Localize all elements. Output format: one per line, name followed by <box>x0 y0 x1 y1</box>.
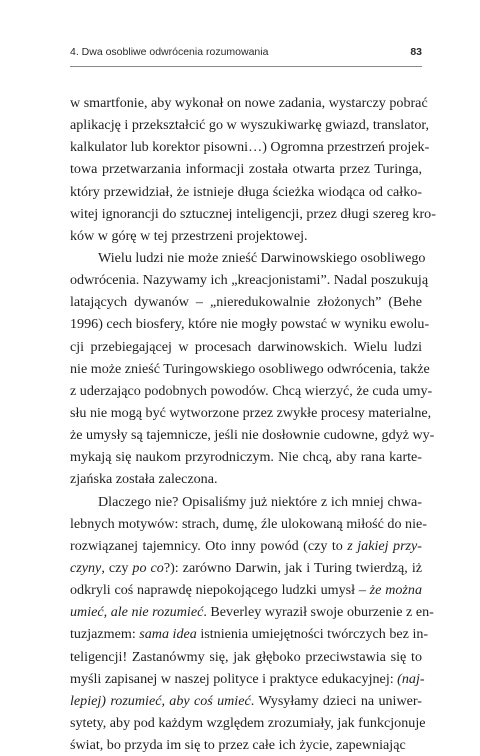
text-line <box>70 579 422 601</box>
text-line <box>70 668 425 690</box>
text-line <box>70 535 422 557</box>
italic-text: lepiej) rozumieć, aby coś umieć <box>70 692 251 709</box>
text-line <box>70 491 422 513</box>
text-line <box>70 424 435 446</box>
text-segment: cji przebiegającej w procesach darwinowskich. Wielu ludzi <box>70 338 422 355</box>
text-line <box>70 468 422 490</box>
text-line <box>70 136 430 158</box>
text-segment: w smartfonie, aby wykonał on nowe zadania, wystarczy pobrać <box>70 95 428 111</box>
text-segment: witej ignorancji do sztucznej inteligencji, przez długi szereg kro- <box>70 205 436 222</box>
text-segment: istnienia umiejętności twórczych bez in- <box>196 626 429 643</box>
text-segment: teligencji! Zastanówmy się, jak głęboko przeciwstawia się to <box>70 648 422 665</box>
text-segment: aplikację i przekształcić go w wyszukiwarkę gwiazd, translator, <box>70 117 430 134</box>
text-line <box>70 734 422 756</box>
text-line <box>70 402 432 424</box>
text-segment: latających dywanów – „nieredukowalnie złożonych” (Behe <box>70 294 422 311</box>
text-segment: . Wysyłamy dzieci na uniwer- <box>250 692 422 709</box>
text-line <box>70 92 428 114</box>
text-segment: świat, bo przyda im się to przez całe ich życie, zapewniając <box>70 737 406 754</box>
text-segment: ?): zarówno Darwin, jak i Turing twierdzą, iż <box>163 559 422 576</box>
text-line <box>70 446 422 468</box>
text-line <box>70 601 434 623</box>
text-segment: tuzjazmem: <box>70 626 140 643</box>
text-segment: słu nie mogą być wytworzone przez zwykłe procesy materialne, <box>70 404 432 421</box>
chapter-title: 4. Dwa osobliwe odwrócenia rozumowania <box>70 46 269 58</box>
italic-text: sama idea <box>139 626 197 643</box>
text-segment: , czy <box>101 559 133 576</box>
italic-text: umieć, ale nie rozumieć <box>70 604 204 621</box>
header-rule <box>70 66 422 67</box>
italic-text: że można <box>369 582 422 599</box>
text-segment: który przewidział, że istnieje długa ścieżka wiodąca od całko- <box>70 183 422 200</box>
text-segment: myśli zapisanej w naszej polityce i praktyce edukacyjnej: <box>70 670 398 687</box>
italic-text: z jakiej przy- <box>347 537 422 554</box>
text-segment: 1996) cech biosfery, które nie mogły powstać w wyniku ewolu- <box>70 316 430 333</box>
text-segment: że umysły są tajemnicze, jeśli nie dosłownie cudowne, gdyż wy- <box>70 427 435 444</box>
text-segment: kalkulator lub korektor pisowni…) Ogromna przestrzeń projek- <box>70 139 430 156</box>
text-segment: towa przetwarzania informacji została otwarta przez Turinga, <box>70 161 422 178</box>
text-line <box>70 203 436 225</box>
text-segment: odwrócenia. Nazywamy ich „kreacjonistami”. Nadal poszukują <box>70 272 429 289</box>
page-number: 83 <box>410 46 422 58</box>
text-line <box>70 557 422 579</box>
text-segment: odkryli coś naprawdę niepokojącego ludzki umysł – <box>70 582 370 599</box>
italic-text: czyny <box>70 559 102 576</box>
text-line <box>70 269 429 291</box>
italic-text: (naj- <box>397 670 425 687</box>
text-line <box>70 336 422 358</box>
text-line <box>70 247 426 269</box>
text-line <box>70 513 427 535</box>
text-line <box>70 114 430 136</box>
text-segment: z uderzająco podobnych powodów. Chcą wierzyć, że cuda umy- <box>70 382 433 399</box>
text-segment: mykają się naukom przyrodniczym. Nie chcą, aby rana karte- <box>70 449 422 466</box>
text-segment: nie może znieść Turingowskiego osobliwego odwrócenia, także <box>70 360 430 377</box>
text-line <box>70 380 433 402</box>
text-line <box>70 646 422 668</box>
body-text <box>70 92 436 756</box>
text-line <box>70 712 426 734</box>
text-line <box>70 690 422 712</box>
text-segment: sytety, aby pod każdym względem zrozumiały, jak funkcjonuje <box>70 714 426 731</box>
text-segment: . Beverley wyraził swoje oburzenie z en- <box>203 604 434 621</box>
text-line <box>70 313 430 335</box>
text-segment: Wielu ludzi nie może znieść Darwinowskiego osobliwego <box>98 249 426 266</box>
text-line <box>70 158 422 180</box>
text-line <box>70 181 422 203</box>
italic-text: po co <box>132 559 164 576</box>
text-segment: zjańska została zaleczona. <box>70 471 218 488</box>
text-segment: Dlaczego nie? Opisaliśmy już niektóre z ich mniej chwa- <box>98 493 422 510</box>
text-segment: lebnych motywów: strach, dumę, źle ulokowaną miłość do nie- <box>70 515 427 532</box>
text-segment: ków w górę w tej przestrzeni projektowej. <box>70 227 308 244</box>
text-line <box>70 225 422 247</box>
text-line <box>70 291 422 313</box>
text-line <box>70 358 430 380</box>
text-line <box>70 623 429 645</box>
text-segment: rozwiązanej tajemnicy. Oto inny powód (czy to <box>70 537 348 554</box>
